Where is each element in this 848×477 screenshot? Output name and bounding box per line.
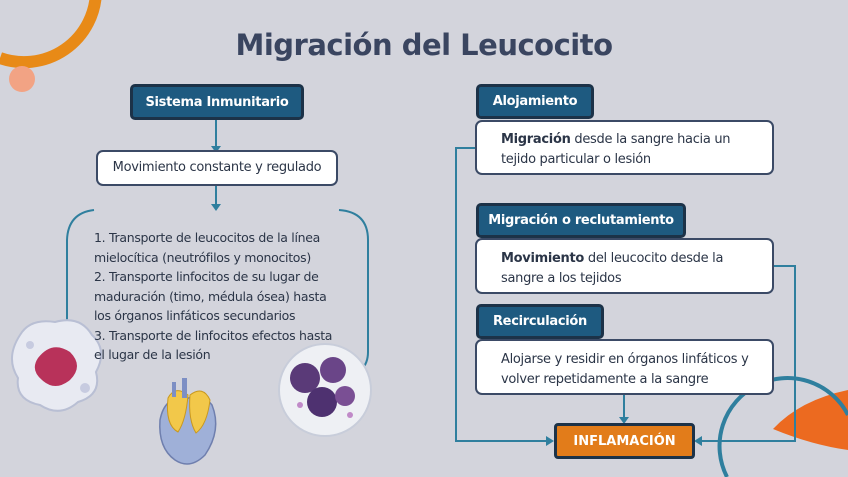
outcome-label: INFLAMACIÓN xyxy=(573,433,676,449)
header-label: Migración o reclutamiento xyxy=(488,213,674,228)
box-bold: Movimiento xyxy=(501,251,585,266)
box-migracion xyxy=(475,238,774,294)
transport-list xyxy=(94,228,374,365)
header-sistema-inmunitario xyxy=(130,84,304,120)
header-migracion-reclutamiento xyxy=(476,203,686,238)
box-bold: Migración xyxy=(501,132,571,147)
header-label: Sistema Inmunitario xyxy=(145,94,289,110)
box-text: del leucocito desde la sangre a los tejidos xyxy=(501,251,724,286)
box-text: Alojarse y residir en órganos linfáticos y volver repetidamente a la sangre xyxy=(501,352,749,387)
list-item: mielocítica (neutrófilos y monocitos) xyxy=(94,249,311,265)
outcome-inflamacion xyxy=(554,423,695,459)
header-label: Alojamiento xyxy=(492,94,578,109)
decor-peach-dot xyxy=(9,66,35,92)
box-text: desde la sangre hacia un tejido particular o lesión xyxy=(501,132,731,167)
box-alojamiento xyxy=(475,120,774,175)
list-item: 3. Transporte de linfocitos efectos hasta xyxy=(94,327,333,343)
list-item: 1. Transporte de leucocitos de la línea xyxy=(94,230,321,245)
box-movimiento-text: Movimiento constante y regulado xyxy=(112,160,322,175)
header-recirculacion xyxy=(476,304,604,339)
page-title: Migración del Leucocito xyxy=(235,28,613,62)
list-item: maduración (timo, médula ósea) hasta xyxy=(94,288,327,304)
list-item: los órganos linfáticos secundarios xyxy=(94,308,296,323)
header-alojamiento xyxy=(476,84,594,119)
list-item: el lugar de la lesión xyxy=(94,347,211,362)
list-item: 2. Transporte linfocitos de su lugar de xyxy=(94,269,319,284)
arrowhead-inflamacion-right xyxy=(694,436,702,446)
box-recirculacion xyxy=(475,339,774,395)
thymus-illustration xyxy=(160,378,216,464)
header-label: Recirculación xyxy=(492,314,588,329)
box-movimiento xyxy=(96,150,338,186)
macrophage-illustration xyxy=(12,320,101,411)
connector-alojamiento-to-inflamacion xyxy=(456,148,548,441)
arrowhead-inflamacion-left xyxy=(546,436,554,446)
arrowhead-left-2 xyxy=(211,204,221,211)
